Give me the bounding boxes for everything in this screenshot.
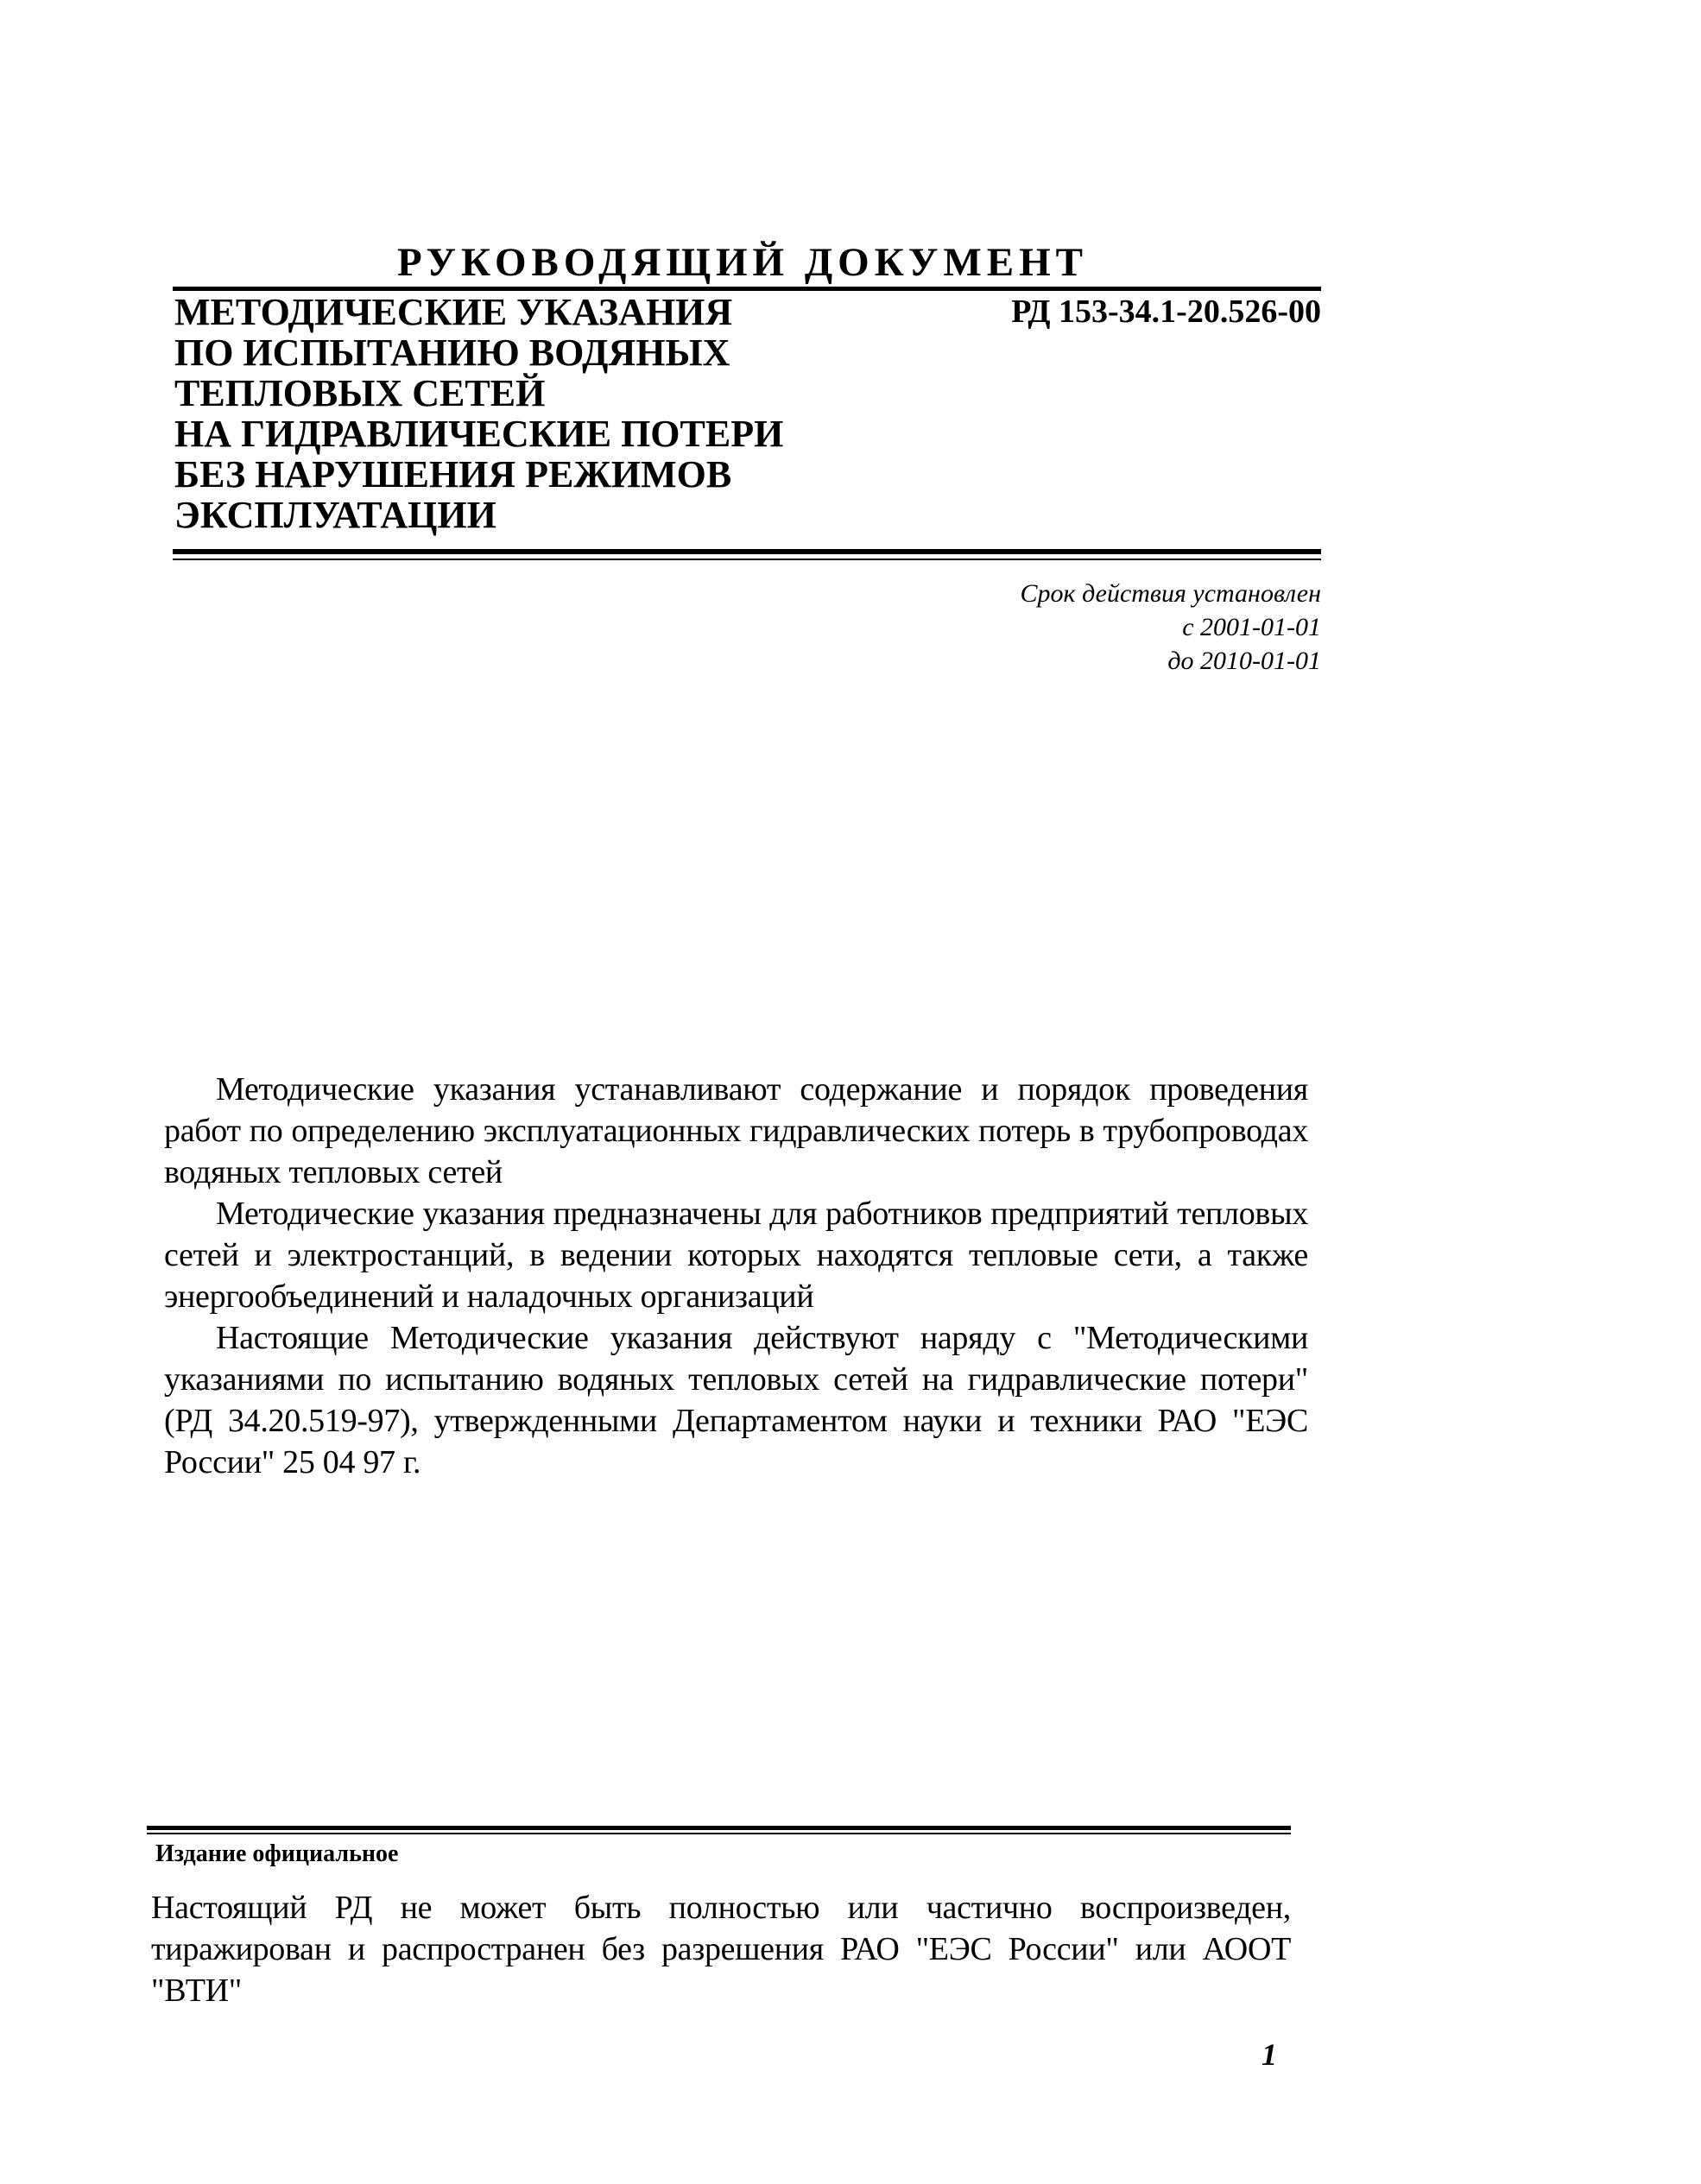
copyright-notice: Настоящий РД не может быть полностью или частично воспроизведен, тиражирован и распространен без разрешения РАО "ЕЭС России" или АООТ "ВТИ" xyxy=(151,1890,1291,2009)
footer-rule-thin xyxy=(147,1833,1291,1834)
paragraph: Методические указания предназначены для работников предприятий тепловых сетей и электростанций, в ведении которых находятся тепловые сети, а также энергообъединений и наладочных организаций xyxy=(164,1196,1308,1315)
title-line: ПО ИСПЫТАНИЮ ВОДЯНЫХ xyxy=(174,331,730,374)
title-line: МЕТОДИЧЕСКИЕ УКАЗАНИЯ xyxy=(174,291,733,333)
title-rule-thick xyxy=(173,549,1321,554)
title-line: ТЕПЛОВЫХ СЕТЕЙ xyxy=(174,372,546,414)
title-line: БЕЗ НАРУШЕНИЯ РЕЖИМОВ xyxy=(174,453,732,496)
paragraph: Методические указания устанавливают содержание и порядок проведения работ по определению эксплуатационных гидравлических потерь в трубопроводах водяных тепловых сетей xyxy=(164,1071,1308,1190)
validity-period xyxy=(889,577,1321,678)
document-code: РД 153-34.1-20.526-00 xyxy=(1011,294,1321,330)
page-number: 1 xyxy=(1262,2037,1277,2072)
document-type-heading: РУКОВОДЯЩИЙ ДОКУМЕНТ xyxy=(397,240,1088,285)
edition-label: Издание официальное xyxy=(155,1840,399,1867)
validity-label: Срок действия установлен xyxy=(1020,579,1321,608)
title-rule-thin xyxy=(173,559,1321,560)
paragraph: Настоящие Методические указания действуют наряду с "Методическими указаниями по испытанию водяных тепловых сетей на гидравлические потери" (РД 34.20.519-97), утвержденными Департаментом науки и техники РАО "ЕЭС России" 25 04 97 г. xyxy=(164,1320,1308,1480)
footer-rule-thick xyxy=(147,1826,1291,1830)
document-title xyxy=(174,292,952,535)
title-line: НА ГИДРАВЛИЧЕСКИЕ ПОТЕРИ xyxy=(174,413,784,455)
validity-from: с 2001-01-01 xyxy=(1182,613,1321,641)
title-line: ЭКСПЛУАТАЦИИ xyxy=(174,494,496,536)
validity-to: до 2010-01-01 xyxy=(1167,647,1321,675)
annotation-text xyxy=(164,1069,1308,1483)
